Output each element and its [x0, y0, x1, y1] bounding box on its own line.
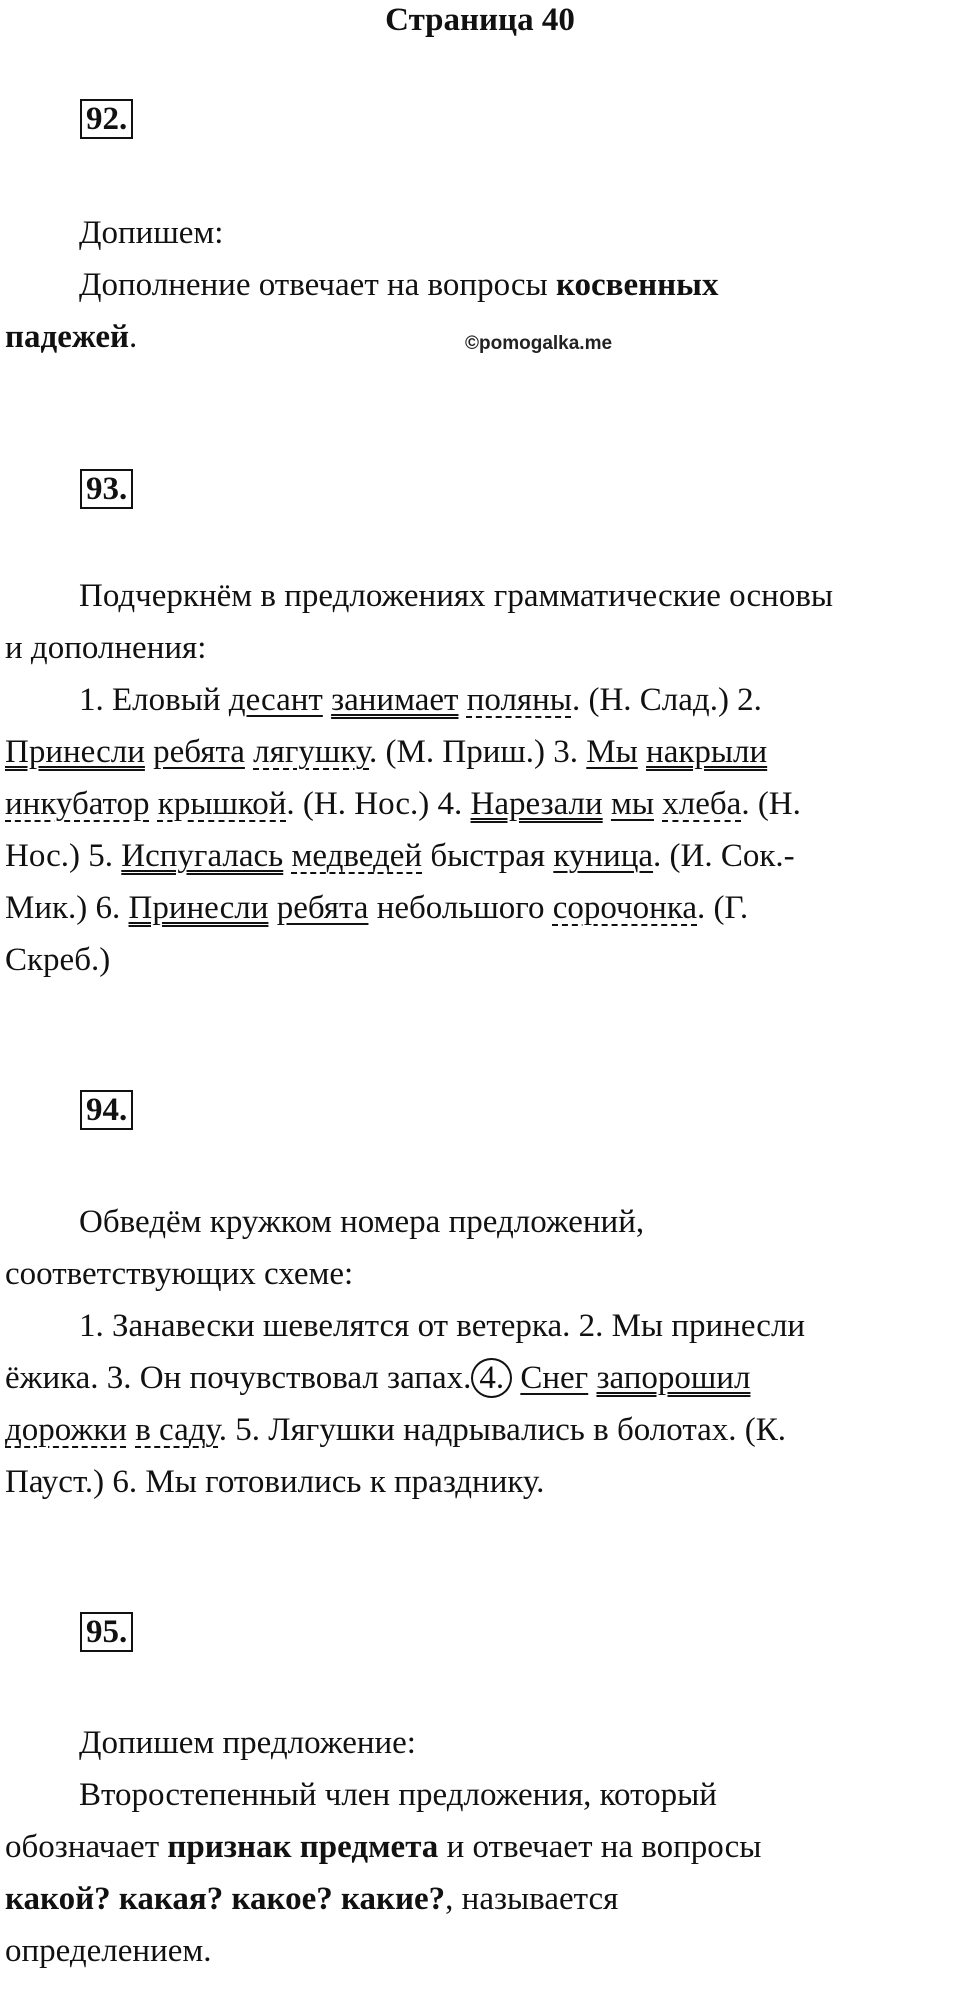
task-number-box: 94. — [80, 1090, 133, 1130]
bold-term: какой? какая? какое? какие? — [5, 1881, 446, 1917]
predicate: Принесли — [128, 890, 269, 926]
object: крышкой — [157, 786, 287, 822]
page-title: Страница 40 — [385, 2, 575, 38]
object: дорожки — [5, 1412, 127, 1448]
circled-number: 4. — [471, 1358, 512, 1398]
subject: Мы — [586, 734, 638, 770]
object: в саду — [135, 1412, 219, 1448]
task92-intro: Допишем: — [79, 215, 224, 251]
object: инкубатор — [5, 786, 150, 822]
bold-term: признак предмета — [167, 1829, 439, 1865]
subject: десант — [228, 682, 323, 718]
predicate: Нарезали — [470, 786, 603, 822]
bold-term: косвенных — [555, 267, 719, 303]
task-number-94 — [80, 1090, 133, 1130]
task-number-box: 92. — [80, 99, 133, 139]
predicate: запорошил — [596, 1360, 751, 1396]
object: лягушку — [253, 734, 370, 770]
task-number-92 — [80, 99, 133, 139]
subject: ребята — [153, 734, 245, 770]
subject: мы — [610, 786, 654, 822]
object: поляны — [466, 682, 572, 718]
task-number-95 — [80, 1612, 133, 1652]
bold-term: падежей — [5, 319, 130, 355]
task-number-box: 93. — [80, 469, 133, 509]
task92-text: Допишем: Дополнение отвечает на вопросы косвенных падежей. — [5, 215, 719, 355]
object: медведей — [291, 838, 423, 874]
predicate: накрыли — [646, 734, 768, 770]
task93-text: Подчеркнём в предложениях грамматические основы и дополнения: 1. Еловый десант занимает поляны. (Н. Слад.) 2. Принесли ребята лягушку. (М. Приш.) 3. Мы накрыли инкубатор крышкой. (Н. Нос.) 4. Нарезали мы хлеба. (Н. Нос.) 5. Испугалась медведей быстрая куница. (И. Сок.- Мик.) 6. Принесли ребята небольшого сорочонка. (Г. Скреб.) — [5, 578, 834, 978]
task94-text: Обведём кружком номера предложений, соответствующих схеме: 1. Занавески шевелятся от ветерка. 2. Мы принесли ёжика. 3. Он почувствовал запах. 4. Снег запорошил дорожки в саду. 5. Лягушки надрывались в болотах. (К. Пауст.) 6. Мы готовились к празднику. — [5, 1204, 806, 1500]
task-number-box: 95. — [80, 1612, 133, 1652]
subject: Снег — [520, 1360, 589, 1396]
subject: куница — [553, 838, 654, 874]
predicate: Испугалась — [121, 838, 284, 874]
watermark: ©pomogalka.me — [465, 333, 613, 354]
task-number-93 — [80, 469, 133, 509]
object: сорочонка — [552, 890, 697, 926]
predicate: занимает — [331, 682, 459, 718]
object: хлеба — [662, 786, 742, 822]
task95-text: Допишем предложение: Второстепенный член предложения, который обозначает признак предмета и отвечает на вопросы какой? какая? какое? какие?, называется определением. — [5, 1725, 762, 1969]
subject: ребята — [276, 890, 369, 926]
predicate: Принесли — [5, 734, 145, 770]
